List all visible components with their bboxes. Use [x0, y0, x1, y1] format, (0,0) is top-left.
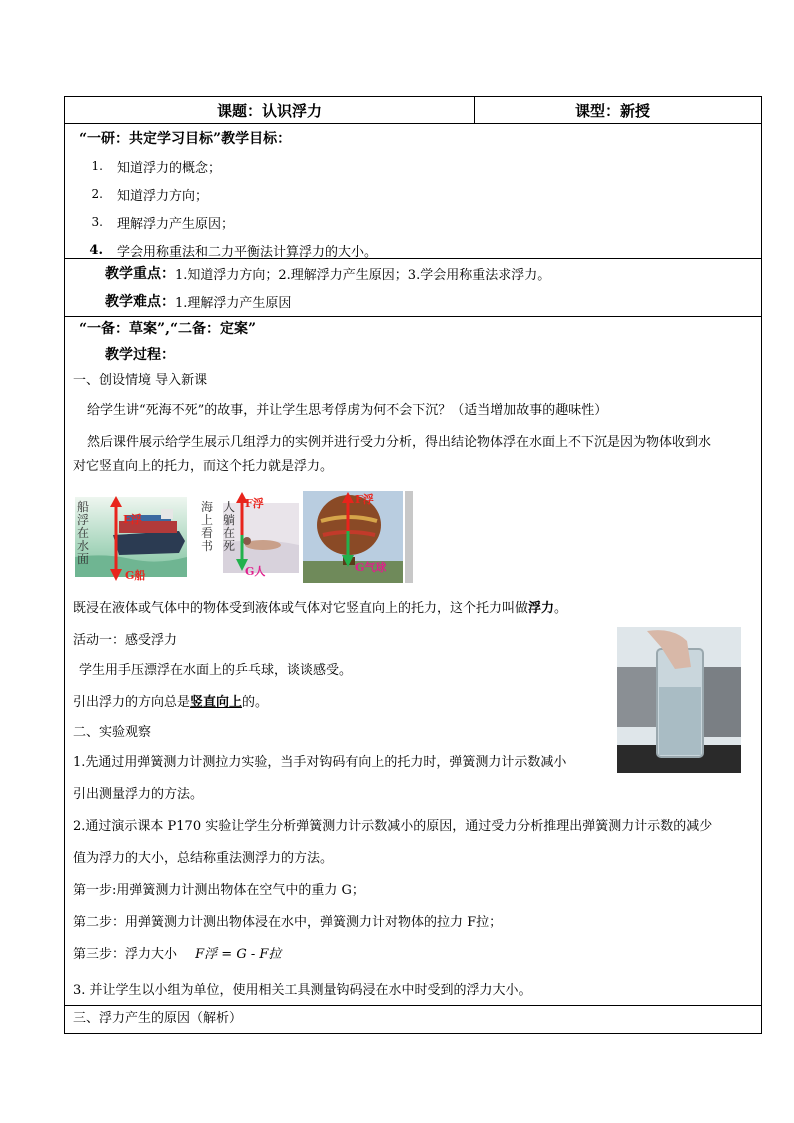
step-2: 第二步：用弹簧测力计测出物体浸在水中，弹簧测力计对物体的拉力 F拉；	[73, 915, 503, 930]
activity-1-title: 活动一：感受浮力	[73, 633, 178, 648]
experiment-1b: 引出测量浮力的方法。	[73, 787, 204, 802]
balloon-g-label: G气球	[355, 561, 387, 574]
process-section	[64, 317, 762, 1034]
section-3-heading: 三、浮力产生的原因（解析）	[73, 1011, 243, 1026]
goal-item: 2. 知道浮力方向；	[91, 187, 209, 204]
experiment-2b: 值为浮力的大小，总结称重法测浮力的方法。	[73, 851, 334, 866]
balloon-f-label: F浮	[355, 493, 374, 506]
ship-g-label: G船	[125, 569, 146, 582]
direction-term: 竖直向上	[190, 695, 243, 710]
experiment-3: 3. 并让学生以小组为单位，使用相关工具测量钩码浸在水中时受到的浮力大小。	[73, 983, 532, 998]
difficulty-label: 教学难点：	[105, 294, 175, 310]
hand-pressing-ball-photo	[617, 627, 741, 773]
goal-item: 3. 理解浮力产生原因；	[91, 215, 235, 232]
section-1-heading: 一、创设情境 导入新课	[73, 373, 208, 388]
prep-line: “一备：草案”,“二备：定案”	[79, 321, 257, 337]
row-divider	[65, 1005, 761, 1006]
buoyancy-examples-image	[75, 491, 413, 583]
direction-line: 引出浮力的方向总是竖直向上的。	[73, 695, 269, 710]
paragraph-2b: 对它竖直向上的托力，而这个托力就是浮力。	[73, 459, 334, 474]
step-3: 第三步：浮力大小 F浮 = G - F拉	[73, 947, 282, 962]
goals-section	[64, 124, 762, 259]
person-g-label: G人	[245, 565, 266, 578]
person-caption-1: 海上看书	[201, 500, 214, 553]
ship-force-arrows	[109, 495, 123, 583]
type-cell: 课型：新授	[575, 101, 651, 120]
topic-cell: 课题：认识浮力	[65, 97, 475, 123]
experiment-1a: 1.先通过用弹簧测力计测拉力实验，当手对钩码有向上的托力时，弹簧测力计示数减小	[73, 755, 567, 770]
difficulty-row	[65, 287, 761, 315]
person-f-label: F浮	[245, 497, 264, 510]
focus-row	[65, 259, 761, 287]
section-2-heading: 二、实验观察	[73, 725, 152, 740]
difficulty-text: 1.理解浮力产生原因	[175, 295, 292, 311]
buoyancy-formula: F浮 = G - F拉	[195, 947, 282, 962]
goals-title: “一研：共定学习目标”教学目标：	[79, 131, 292, 147]
ship-caption: 船浮在水面	[77, 500, 90, 566]
paragraph-1: 给学生讲“死海不死”的故事，并让学生思考俘虏为何不会下沉？（适当增加故事的趣味性）	[87, 403, 608, 418]
goal-item: 4. 学会用称重法和二力平衡法计算浮力的大小。	[89, 242, 378, 260]
balloon-force-arrows	[341, 491, 355, 571]
definition-term: 浮力	[528, 601, 555, 616]
ship-image	[75, 497, 187, 577]
lesson-plan-table	[64, 96, 762, 1034]
image-edge	[405, 491, 413, 583]
focus-text: 1.知道浮力方向；2.理解浮力产生原因；3.学会用称重法求浮力。	[175, 267, 551, 283]
person-caption-2: 人躺在死	[223, 500, 236, 553]
process-title: 教学过程：	[105, 347, 175, 363]
header-row	[64, 96, 762, 124]
keypoints-section	[64, 259, 762, 317]
experiment-2a: 2.通过演示课本 P170 实验让学生分析弹簧测力计示数减小的原因，通过受力分析推理出弹簧测力计示数的减少	[73, 819, 713, 834]
goal-item: 1. 知道浮力的概念；	[91, 159, 222, 176]
definition-line: 既浸在液体或气体中的物体受到液体或气体对它竖直向上的托力，这个托力叫做浮力。	[73, 601, 568, 616]
focus-label: 教学重点：	[105, 266, 175, 282]
step-1: 第一步:用弹簧测力计测出物体在空气中的重力 G；	[73, 883, 365, 898]
paragraph-2a: 然后课件展示给学生展示几组浮力的实例并进行受力分析，得出结论物体浮在水面上不下沉是因为物体收到水	[87, 435, 712, 450]
ship-f-label: F浮	[123, 513, 142, 526]
activity-1-text: 学生用手压漂浮在水面上的乒乓球，谈谈感受。	[79, 663, 353, 678]
